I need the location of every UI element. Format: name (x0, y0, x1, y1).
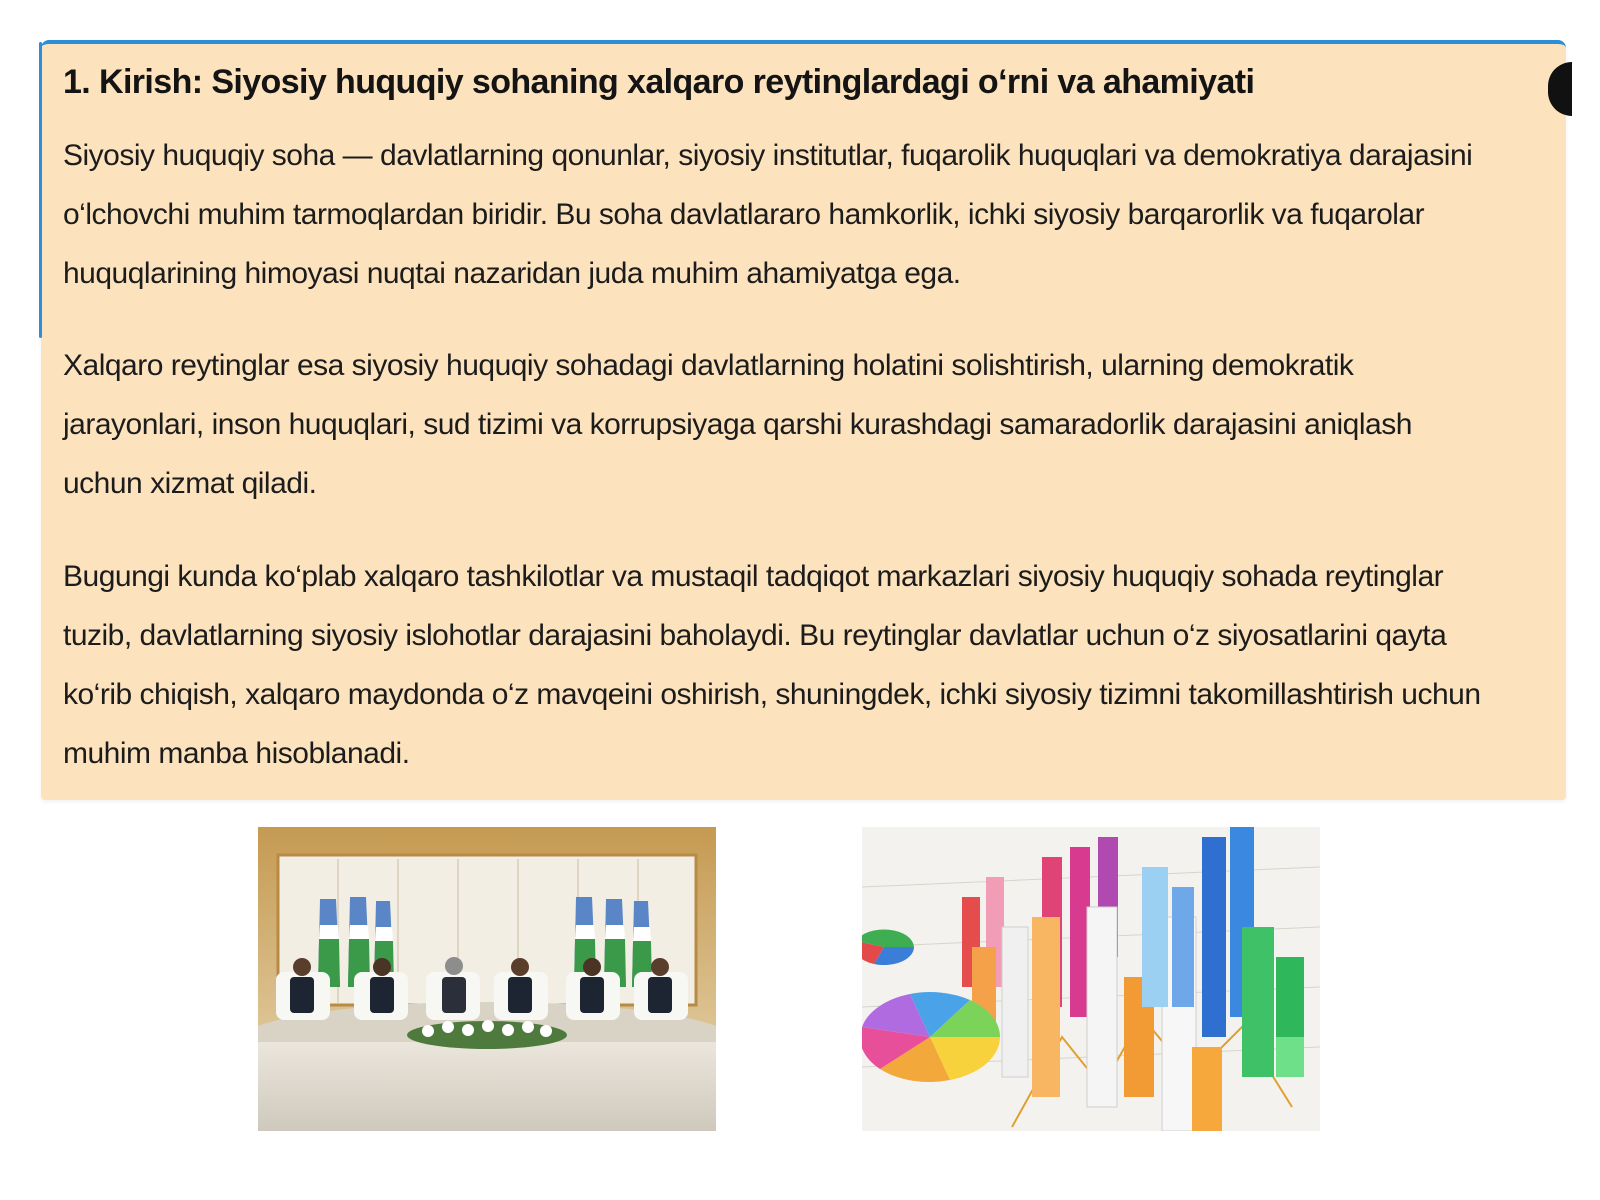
corner-marker (1548, 62, 1572, 116)
paragraph-2: Xalqaro reytinglar esa siyosiy huquqiy sohadagi davlatlarning holatini solishtirish, ularning demokratik jarayonlari, inson huquqlari, sud tizimi va korrupsiyaga qarshi kurashdagi samaradorlik darajasini aniqlash uchun xizmat qiladi. (63, 349, 1412, 500)
intro-card (41, 40, 1566, 800)
paragraph-3: Bugungi kunda ko‘plab xalqaro tashkilotlar va mustaqil tadqiqot markazlari siyosiy huquqiy sohada reytinglar tuzib, davlatlarning siyosiy islohotlar darajasini baholaydi. Bu reytinglar davlatlar uchun o‘z siyosatlarini qayta ko‘rib chiqish, xalqaro maydonda o‘z mavqeini oshirish, shuningdek, ichki siyosiy tizimni takomillashtirish uchun muhim manba hisoblanadi. (63, 560, 1481, 770)
card-accent-bar (39, 42, 42, 338)
conference-panel-photo (258, 827, 716, 1131)
paragraph-1: Siyosiy huquqiy soha — davlatlarning qonunlar, siyosiy institutlar, fuqarolik huquqlari va demokratiya darajasini o‘lchovchi muhim tarmoqlardan biridir. Bu soha davlatlararo hamkorlik, ichki siyosiy barqarorlik va fuqarolar huquqlarining himoyasi nuqtai nazaridan juda muhim ahamiyatga ega. (63, 139, 1473, 290)
statistics-charts-photo (862, 827, 1320, 1131)
section-title: 1. Kirish: Siyosiy huquqiy sohaning xalqaro reytinglardagi o‘rni va ahamiyati (63, 63, 1255, 101)
